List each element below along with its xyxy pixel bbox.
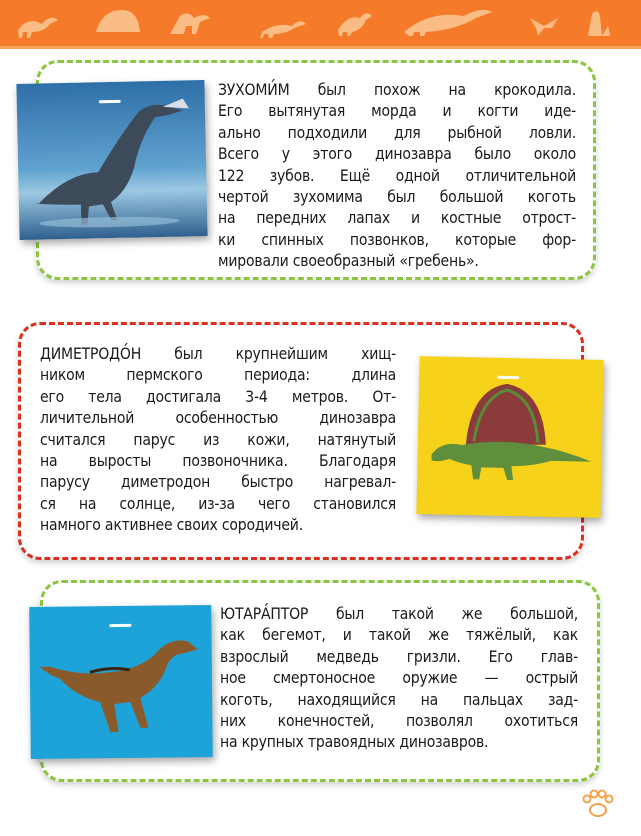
utahraptor-illustration [29,605,213,759]
text-line: них конечностей, позволял охотиться [220,712,578,731]
text-line: ЗУХОМИ́М был похож на крокодила. [218,81,576,99]
text-line: взрослый медведь гризли. Его глав- [220,647,578,666]
photo-tape [497,376,519,379]
dinosaur-silhouette-icon [588,11,610,36]
photo-tape [99,100,121,103]
text-line: ЮТАРА́ПТОР был такой же большой, [220,605,578,623]
utahraptor-photo [29,605,213,759]
utahraptor-text [220,604,578,754]
text-line: на передних лапах и костные отрост- [218,209,576,228]
dinosaur-silhouette-icon [530,18,558,36]
dimetrodon-illustration [416,356,603,518]
dimetrodon-text [40,344,396,537]
text-line: ное смертоносное оружие — острый [220,669,578,688]
photo-tape [109,624,131,627]
text-line: Всего у этого динозавра было около [218,145,576,164]
dinosaur-silhouette-icon [170,13,210,34]
text-line: ником пермского периода: длина [40,366,396,385]
text-line: намного активнее своих сородичей. [40,516,303,535]
suchomimus-text [218,80,576,273]
text-line: считался парус из кожи, натянутый [40,430,396,449]
dinosaur-silhouette-icon [18,18,58,38]
dinosaur-silhouettes-strip [0,0,641,46]
dinosaur-silhouette-icon [338,13,372,36]
text-line: коготь, находящийся на пальцах зад- [220,690,578,709]
text-line: чертой зухомима был большой коготь [218,188,576,207]
dinosaur-silhouette-icon [96,10,140,32]
text-line: ально подходили для рыбной ловли. [218,123,576,142]
text-line: Его вытянутая морда и когти иде- [218,102,576,121]
text-line: личительной особенностью динозавра [40,409,396,428]
text-line: мировали своеобразный «гребень». [218,252,479,271]
text-line: как бегемот, и такой же тяжёлый, как [220,626,578,645]
paw-print-icon [578,784,618,824]
text-line: на выросты позвоночника. Благодаря [40,452,396,471]
dimetrodon-photo [416,356,603,518]
text-line: ки спинных позвонков, которые фор- [218,230,576,249]
text-line: парусу диметродон быстро нагревал- [40,473,396,492]
suchomimus-illustration [16,80,207,240]
text-line: 122 зубов. Ещё одной отличительной [218,166,576,185]
text-line: на крупных травоядных динозавров. [220,733,489,752]
dinosaur-silhouette-icon [404,10,492,36]
dinosaur-silhouette-icon [260,21,306,38]
text-line: ДИМЕТРОДО́Н был крупнейшим хищ- [40,345,396,363]
top-banner [0,0,641,49]
text-line: его тела достигала 3-4 метров. От- [40,387,396,406]
text-line: ся на солнце, из-за чего становился [40,494,396,513]
suchomimus-photo [16,80,207,240]
